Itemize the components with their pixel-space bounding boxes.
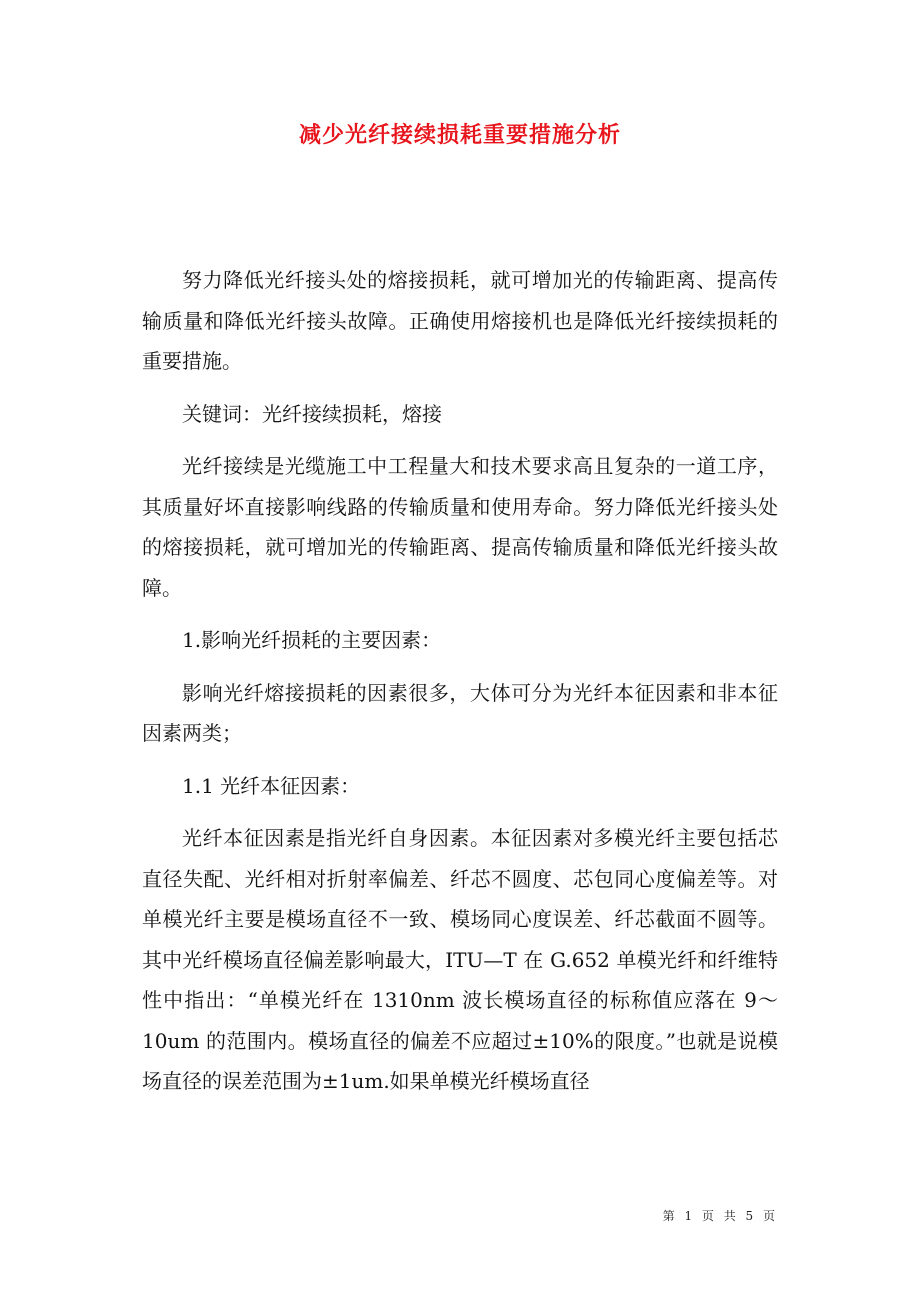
paragraph-overview: 光纤接续是光缆施工中工程量大和技术要求高且复杂的一道工序，其质量好坏直接影响线路的传输质量和使用寿命。努力降低光纤接头处的熔接损耗，就可增加光的传输距离、提高传输质量和降低光纤接头故障。: [142, 454, 778, 600]
page-number-footer: 第 1 页 共 5 页: [662, 1209, 778, 1223]
paragraph-intro: 努力降低光纤接头处的熔接损耗，就可增加光的传输距离、提高传输质量和降低光纤接头故障。正确使用熔接机也是降低光纤接续损耗的重要措施。: [142, 268, 778, 373]
section-heading-1-1: 1.1 光纤本征因素：: [182, 773, 361, 798]
paragraph-intrinsic-factors: 光纤本征因素是指光纤自身因素。本征因素对多模光纤主要包括芯直径失配、光纤相对折射率偏差、纤芯不圆度、芯包同心度偏差等。对单模光纤主要是模场直径不一致、模场同心度误差、纤芯截面不圆等。其中光纤模场直径偏差影响最大，ITU—T 在 G.652 单模光纤和纤维特性中指出：“单模光纤在 1310nm 波长模场直径的标称值应落在 9～10um 的范围内。模场直径的偏差不应超过±10%的限度。”也就是说模场直径的误差范围为±1um.如果单模光纤模场直径: [142, 826, 778, 1093]
document-title: 减少光纤接续损耗重要措施分析: [298, 123, 621, 148]
paragraph-keywords: 关键词：光纤接续损耗，熔接: [182, 401, 442, 426]
section-heading-1: 1.影响光纤损耗的主要因素：: [182, 628, 442, 652]
paragraph-factors: 影响光纤熔接损耗的因素很多，大体可分为光纤本征因素和非本征因素两类；: [142, 680, 778, 745]
document-body: [142, 260, 778, 1114]
